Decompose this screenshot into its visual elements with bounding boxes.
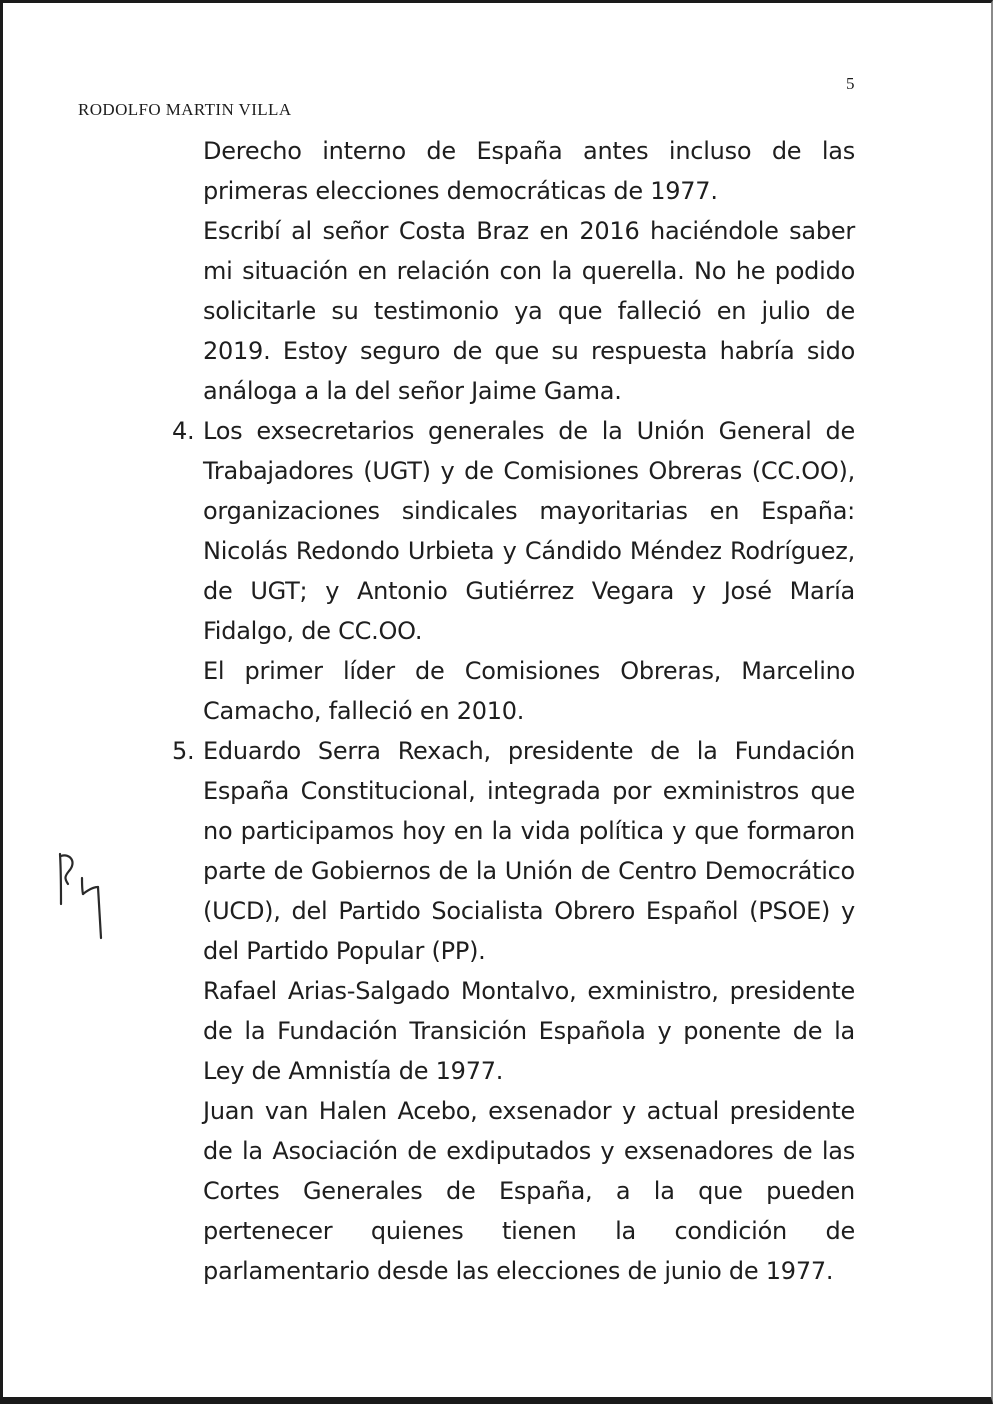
list-number: 5. (172, 737, 195, 765)
page-number: 5 (846, 74, 855, 93)
list-item-paragraph: Eduardo Serra Rexach, presidente de la Fundación España Constitucional, integrada por exministros que no participamos hoy en la vida política y que formaron parte de Gobiernos de la Unión de Centro Democrático (UCD), del Partido Socialista Obrero Español (PSOE) y del Partido Popular (PP). (203, 737, 855, 965)
running-header-author: RODOLFO MARTIN VILLA (78, 100, 292, 119)
list-item-paragraph: Los exsecretarios generales de la Unión General de Trabajadores (UGT) y de Comisiones Obreras (CC.OO), organizaciones sindicales mayoritarias en España: Nicolás Redondo Urbieta y Cándido Méndez Rodríguez, de UGT; y Antonio Gutiérrez Vegara y José María Fidalgo, de CC.OO. (203, 417, 855, 645)
list-item-paragraph: Juan van Halen Acebo, exsenador y actual presidente de la Asociación de exdiputados y exsenadores de las Cortes Generales de España, a la que pueden pertenecer quienes tienen la condición de parlamentario desde las elecciones de junio de 1977. (203, 1097, 855, 1285)
list-item-paragraph: Rafael Arias-Salgado Montalvo, exministro, presidente de la Fundación Transición Española y ponente de la Ley de Amnistía de 1977. (203, 977, 855, 1085)
continuation-paragraph: Escribí al señor Costa Braz en 2016 haciéndole saber mi situación en relación con la querella. No he podido solicitarle su testimonio ya que falleció en julio de 2019. Estoy seguro de que su respuesta habría sido análoga a la del señor Jaime Gama. (203, 217, 855, 405)
list-item-paragraph: El primer líder de Comisiones Obreras, Marcelino Camacho, falleció en 2010. (203, 657, 855, 725)
list-item-4 (172, 411, 855, 731)
document-body (172, 131, 855, 1291)
continuation-paragraph: Derecho interno de España antes incluso de las primeras elecciones democráticas de 1977. (203, 137, 855, 205)
list-number: 4. (172, 417, 195, 445)
list-item-5 (172, 731, 855, 1291)
handwritten-initial-signature (52, 850, 110, 945)
